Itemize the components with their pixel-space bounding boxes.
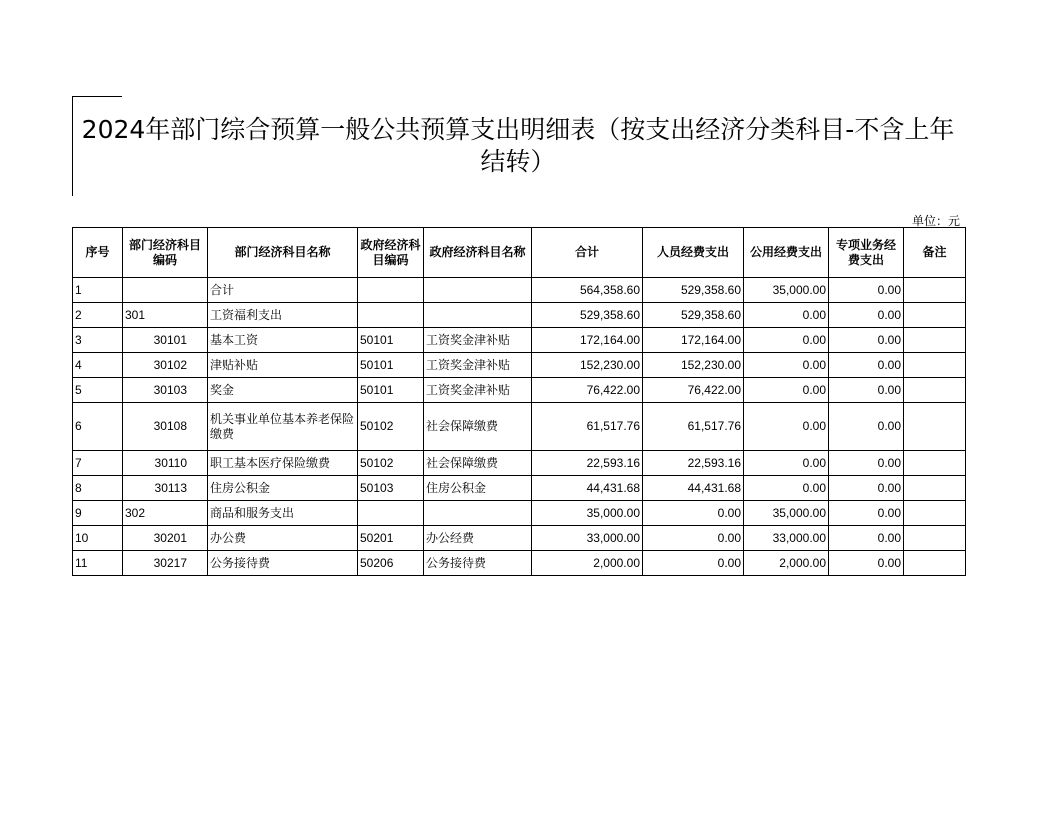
cell-gov-code: [358, 278, 424, 303]
cell-dept-code: 30101: [123, 328, 208, 353]
header-public: 公用经费支出: [744, 228, 829, 278]
cell-public: 0.00: [744, 476, 829, 501]
cell-gov-name: 住房公积金: [424, 476, 532, 501]
cell-public: 0.00: [744, 378, 829, 403]
table-row: [73, 501, 966, 526]
cell-remarks: [904, 353, 966, 378]
cell-personnel: 76,422.00: [643, 378, 744, 403]
cell-public: 35,000.00: [744, 501, 829, 526]
table-row: [73, 303, 966, 328]
cell-seq: 8: [73, 476, 123, 501]
cell-gov-code: 50101: [358, 353, 424, 378]
cell-dept-name: 奖金: [208, 378, 358, 403]
cell-total: 35,000.00: [532, 501, 643, 526]
cell-remarks: [904, 328, 966, 353]
cell-personnel: 0.00: [643, 551, 744, 576]
cell-gov-code: 50102: [358, 451, 424, 476]
cell-dept-code: 302: [123, 501, 208, 526]
cell-total: 172,164.00: [532, 328, 643, 353]
cell-dept-name: 基本工资: [208, 328, 358, 353]
cell-special: 0.00: [829, 403, 904, 451]
cell-public: 0.00: [744, 353, 829, 378]
cell-dept-name: 商品和服务支出: [208, 501, 358, 526]
cell-seq: 9: [73, 501, 123, 526]
table-row: [73, 278, 966, 303]
cell-dept-code: 30103: [123, 378, 208, 403]
cell-special: 0.00: [829, 501, 904, 526]
cell-gov-name: 工资奖金津补贴: [424, 353, 532, 378]
cell-remarks: [904, 476, 966, 501]
cell-gov-code: 50201: [358, 526, 424, 551]
cell-gov-name: [424, 278, 532, 303]
cell-gov-code: 50102: [358, 403, 424, 451]
cell-public: 33,000.00: [744, 526, 829, 551]
cell-gov-name: [424, 303, 532, 328]
cell-seq: 7: [73, 451, 123, 476]
cell-gov-name: [424, 501, 532, 526]
cell-seq: 3: [73, 328, 123, 353]
cell-special: 0.00: [829, 378, 904, 403]
cell-personnel: 529,358.60: [643, 303, 744, 328]
cell-gov-name: 工资奖金津补贴: [424, 378, 532, 403]
cell-seq: 11: [73, 551, 123, 576]
header-remarks: 备注: [904, 228, 966, 278]
table-row: [73, 476, 966, 501]
cell-dept-name: 工资福利支出: [208, 303, 358, 328]
cell-dept-name: 职工基本医疗保险缴费: [208, 451, 358, 476]
cell-gov-name: 办公经费: [424, 526, 532, 551]
cell-remarks: [904, 378, 966, 403]
cell-special: 0.00: [829, 328, 904, 353]
corner-mark-vertical: [72, 96, 73, 196]
cell-personnel: 529,358.60: [643, 278, 744, 303]
page-title: 2024年部门综合预算一般公共预算支出明细表（按支出经济分类科目-不含上年结转）: [81, 115, 955, 176]
cell-gov-name: 工资奖金津补贴: [424, 328, 532, 353]
cell-total: 44,431.68: [532, 476, 643, 501]
cell-total: 529,358.60: [532, 303, 643, 328]
header-personnel: 人员经费支出: [643, 228, 744, 278]
cell-special: 0.00: [829, 303, 904, 328]
header-gov-name: 政府经济科目名称: [424, 228, 532, 278]
cell-remarks: [904, 551, 966, 576]
cell-personnel: 0.00: [643, 501, 744, 526]
cell-public: 0.00: [744, 403, 829, 451]
cell-dept-code: 30102: [123, 353, 208, 378]
cell-total: 152,230.00: [532, 353, 643, 378]
cell-remarks: [904, 526, 966, 551]
cell-dept-name: 合计: [208, 278, 358, 303]
cell-gov-code: [358, 501, 424, 526]
cell-gov-name: 社会保障缴费: [424, 403, 532, 451]
cell-special: 0.00: [829, 353, 904, 378]
cell-remarks: [904, 278, 966, 303]
cell-public: 35,000.00: [744, 278, 829, 303]
cell-gov-code: 50101: [358, 328, 424, 353]
cell-special: 0.00: [829, 278, 904, 303]
header-total: 合计: [532, 228, 643, 278]
cell-personnel: 0.00: [643, 526, 744, 551]
cell-dept-code: 30201: [123, 526, 208, 551]
cell-seq: 10: [73, 526, 123, 551]
header-special: 专项业务经费支出: [829, 228, 904, 278]
table-row: [73, 378, 966, 403]
cell-public: 0.00: [744, 451, 829, 476]
cell-total: 76,422.00: [532, 378, 643, 403]
table-row: [73, 526, 966, 551]
cell-dept-name: 办公费: [208, 526, 358, 551]
cell-total: 61,517.76: [532, 403, 643, 451]
cell-special: 0.00: [829, 476, 904, 501]
cell-seq: 2: [73, 303, 123, 328]
cell-remarks: [904, 403, 966, 451]
cell-seq: 4: [73, 353, 123, 378]
table-row: [73, 551, 966, 576]
cell-special: 0.00: [829, 526, 904, 551]
cell-gov-code: 50103: [358, 476, 424, 501]
cell-total: 33,000.00: [532, 526, 643, 551]
corner-mark-horizontal: [72, 96, 122, 97]
cell-gov-name: 公务接待费: [424, 551, 532, 576]
cell-remarks: [904, 451, 966, 476]
cell-personnel: 22,593.16: [643, 451, 744, 476]
cell-total: 2,000.00: [532, 551, 643, 576]
header-gov-code: 政府经济科目编码: [358, 228, 424, 278]
cell-personnel: 172,164.00: [643, 328, 744, 353]
cell-dept-name: 住房公积金: [208, 476, 358, 501]
header-dept-name: 部门经济科目名称: [208, 228, 358, 278]
cell-total: 564,358.60: [532, 278, 643, 303]
cell-dept-name: 公务接待费: [208, 551, 358, 576]
header-seq: 序号: [73, 228, 123, 278]
unit-label: 单位：元: [911, 214, 960, 228]
cell-dept-code: 30113: [123, 476, 208, 501]
cell-dept-code: 30110: [123, 451, 208, 476]
cell-dept-name: 津贴补贴: [208, 353, 358, 378]
cell-personnel: 61,517.76: [643, 403, 744, 451]
cell-personnel: 44,431.68: [643, 476, 744, 501]
cell-remarks: [904, 501, 966, 526]
table-row: [73, 328, 966, 353]
budget-table: [72, 227, 966, 576]
table-row: [73, 353, 966, 378]
cell-dept-code: 301: [123, 303, 208, 328]
table-row: [73, 451, 966, 476]
cell-public: 2,000.00: [744, 551, 829, 576]
cell-public: 0.00: [744, 303, 829, 328]
cell-public: 0.00: [744, 328, 829, 353]
cell-gov-name: 社会保障缴费: [424, 451, 532, 476]
cell-seq: 5: [73, 378, 123, 403]
cell-seq: 1: [73, 278, 123, 303]
header-dept-code: 部门经济科目编码: [123, 228, 208, 278]
cell-total: 22,593.16: [532, 451, 643, 476]
cell-special: 0.00: [829, 451, 904, 476]
table-row: [73, 403, 966, 451]
cell-remarks: [904, 303, 966, 328]
cell-gov-code: 50101: [358, 378, 424, 403]
cell-dept-code: 30217: [123, 551, 208, 576]
table-body: [73, 278, 966, 576]
cell-dept-name: 机关事业单位基本养老保险缴费: [208, 403, 358, 451]
cell-seq: 6: [73, 403, 123, 451]
cell-dept-code: 30108: [123, 403, 208, 451]
table-header-row: [73, 228, 966, 278]
cell-gov-code: 50206: [358, 551, 424, 576]
cell-personnel: 152,230.00: [643, 353, 744, 378]
cell-gov-code: [358, 303, 424, 328]
cell-special: 0.00: [829, 551, 904, 576]
cell-dept-code: [123, 278, 208, 303]
